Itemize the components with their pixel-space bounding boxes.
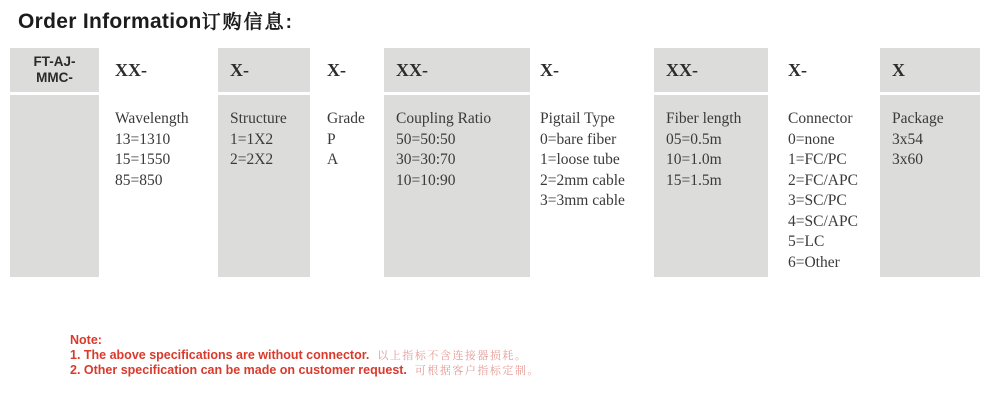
note-line-1-chinese: 以上指标不含连接器损耗。 [377, 349, 528, 362]
column-option-line: 6=Other [788, 253, 840, 271]
spec-column-pigtail-type [528, 48, 646, 277]
note-line-2 [70, 363, 540, 379]
column-option-line: 10=1.0m [666, 151, 722, 168]
column-options [103, 95, 210, 277]
column-options [528, 95, 646, 277]
column-code: X- [218, 48, 310, 92]
column-option-line: P [327, 130, 336, 148]
column-option-line: 2=2mm cable [540, 171, 625, 189]
column-options [218, 95, 310, 277]
column-options [384, 95, 530, 277]
model-body-cell [10, 95, 99, 277]
column-code: XX- [115, 59, 147, 80]
spec-column-fiber-length [654, 48, 768, 277]
model-code-line1: FT-AJ- [33, 54, 76, 69]
column-option-line: Connector [788, 110, 853, 127]
column-option-line: 1=FC/PC [788, 151, 847, 168]
column-option-line: 4=SC/APC [788, 212, 858, 230]
column-option-line: 3x60 [892, 151, 923, 168]
column-option-line: Structure [230, 110, 287, 127]
column-code: XX- [384, 48, 530, 92]
model-code-cell [10, 48, 99, 92]
column-option-line: Wavelength [115, 110, 189, 127]
spec-column-package [880, 48, 980, 277]
spec-column-wavelength [103, 48, 210, 277]
column-option-line: Coupling Ratio [396, 110, 492, 127]
column-option-line: 5=LC [788, 233, 825, 250]
page-title [18, 7, 294, 34]
column-options [776, 95, 872, 277]
column-code: X [880, 48, 980, 92]
column-option-line: 0=bare fiber [540, 130, 617, 148]
note-line-1-english: 1. The above specifications are without connector. [70, 347, 370, 362]
column-code: X- [540, 59, 559, 80]
column-option-line: 10=10:90 [396, 171, 456, 189]
column-option-line: 3x54 [892, 130, 923, 148]
spec-column-structure [218, 48, 310, 277]
column-option-line: 15=1550 [115, 151, 171, 168]
note-block [70, 333, 540, 379]
column-option-line: 05=0.5m [666, 130, 722, 148]
model-column [10, 48, 99, 277]
model-code-line2: MMC- [36, 70, 73, 85]
page-title-chinese: 订购信息: [201, 12, 294, 33]
column-option-line: 0=none [788, 130, 835, 148]
column-code: X- [788, 59, 807, 80]
column-option-line: 50=50:50 [396, 130, 456, 148]
column-option-line: Pigtail Type [540, 110, 615, 127]
column-option-line: 2=2X2 [230, 151, 274, 168]
note-line-1 [70, 348, 540, 364]
column-option-line: Grade [327, 110, 365, 127]
column-option-line: A [327, 151, 339, 168]
page-title-english: Order Information [18, 10, 202, 33]
column-options [315, 95, 375, 277]
column-option-line: 13=1310 [115, 130, 171, 148]
column-option-line: Package [892, 110, 944, 127]
note-label: Note: [70, 333, 102, 347]
spec-column-grade [315, 48, 375, 277]
column-option-line: 30=30:70 [396, 151, 456, 168]
column-option-line: Fiber length [666, 110, 742, 127]
column-code: XX- [654, 48, 768, 92]
note-line-2-english: 2. Other specification can be made on customer request. [70, 363, 407, 377]
column-option-line: 1=1X2 [230, 130, 274, 148]
column-options [880, 95, 980, 277]
column-option-line: 3=3mm cable [540, 192, 625, 209]
note-line-2-chinese: 可根据客户指标定制。 [414, 365, 540, 377]
column-option-line: 15=1.5m [666, 171, 722, 189]
column-option-line: 1=loose tube [540, 151, 620, 168]
column-option-line: 85=850 [115, 171, 163, 189]
spec-column-coupling-ratio [384, 48, 530, 277]
spec-column-connector [776, 48, 872, 277]
column-option-line: 2=FC/APC [788, 171, 858, 189]
column-code: X- [327, 59, 346, 80]
column-option-line: 3=SC/PC [788, 192, 847, 209]
column-options [654, 95, 768, 277]
